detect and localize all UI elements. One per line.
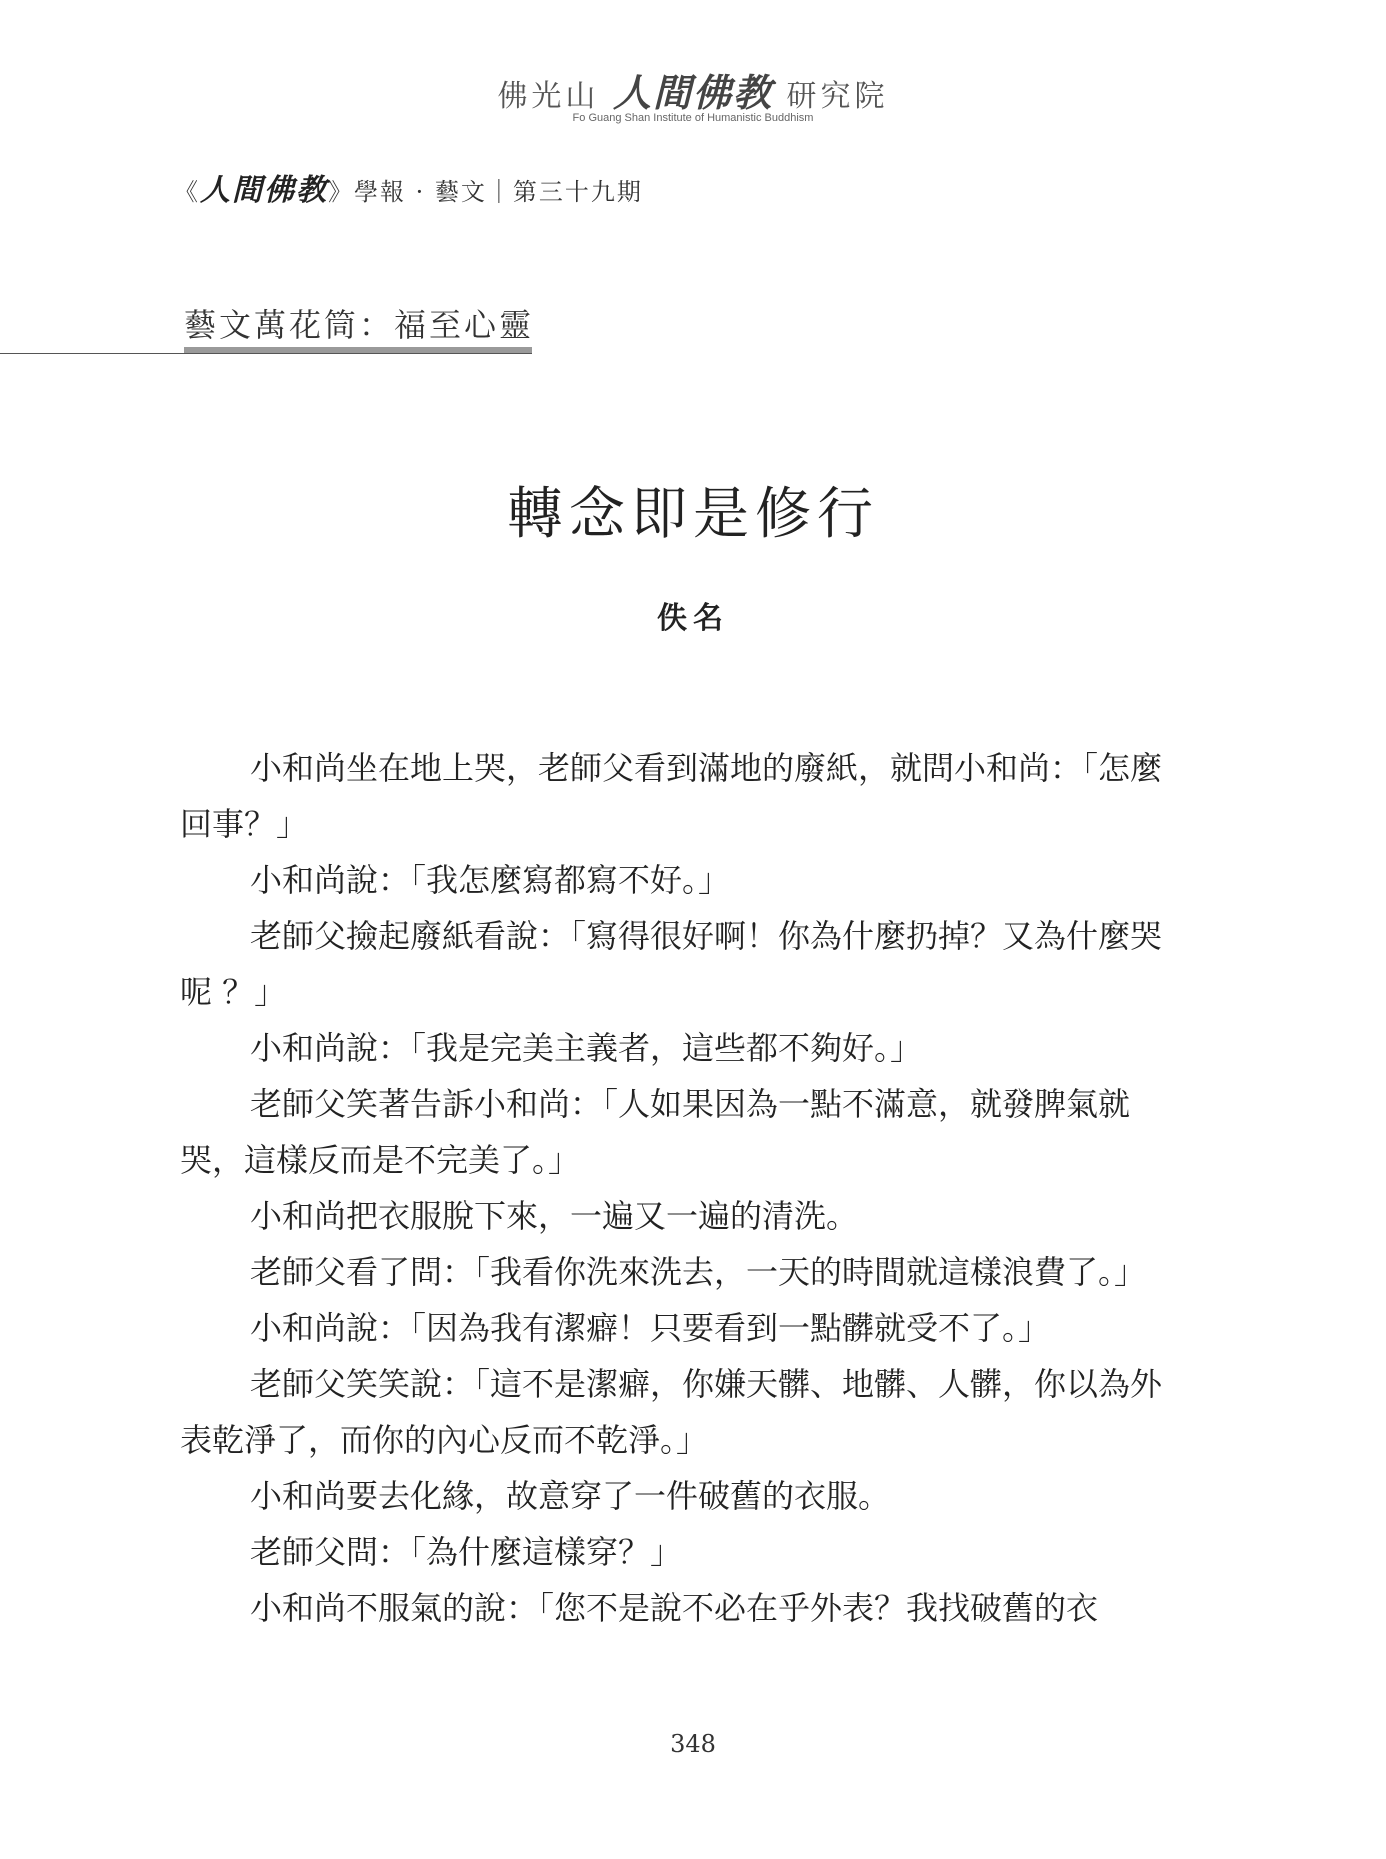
article-author: 佚名 [657, 601, 729, 636]
section-underline [184, 347, 532, 353]
article-body [180, 740, 1180, 1636]
institute-english-name: Fo Guang Shan Institute of Humanistic Buddhism [572, 112, 814, 124]
paragraph: 小和尚要去化緣，故意穿了一件破舊的衣服。 [250, 1477, 891, 1515]
paragraph: 老師父看了問：「我看你洗來洗去，一天的時間就這樣浪費了。」 [250, 1253, 1147, 1291]
paragraph: 小和尚說：「因為我有潔癖！只要看到一點髒就受不了。」 [250, 1309, 1051, 1347]
paragraph: 小和尚把衣服脫下來，一遍又一遍的清洗。 [250, 1197, 859, 1235]
institute-brand-logo: 人間佛教 [612, 70, 773, 115]
section-title: 藝文萬花筒：福至心靈 [184, 306, 535, 344]
paragraph: 小和尚坐在地上哭，老師父看到滿地的廢紙，就問小和尚：「怎麼回事？」 [180, 749, 1163, 843]
paragraph: 小和尚說：「我是完美主義者，這些都不夠好。」 [250, 1029, 923, 1067]
section-rule [0, 353, 532, 354]
institute-suffix: 研究院 [786, 79, 889, 114]
paragraph: 老師父撿起廢紙看說：「寫得很好啊！你為什麼扔掉？又為什麼哭呢 ？」 [180, 917, 1163, 1011]
page-number: 348 [670, 1730, 716, 1758]
institute-title [0, 62, 1386, 117]
paragraph: 老師父問：「為什麼這樣穿？」 [250, 1533, 683, 1571]
institute-prefix: 佛光山 [497, 79, 600, 114]
journal-open-bracket: 《 [174, 178, 200, 206]
journal-brand-logo: 人間佛教 [200, 173, 328, 208]
journal-header [174, 165, 643, 209]
paragraph: 小和尚說：「我怎麼寫都寫不好。」 [250, 861, 731, 899]
paragraph: 老師父笑著告訴小和尚：「人如果因為一點不滿意，就發脾氣就哭，這樣反而是不完美了。」 [180, 1085, 1131, 1179]
paragraph: 老師父笑笑說：「這不是潔癖，你嫌天髒、地髒、人髒，你以為外表乾淨了，而你的內心反而不乾淨。」 [180, 1365, 1163, 1459]
article-title: 轉念即是修行 [507, 482, 879, 547]
paragraph: 小和尚不服氣的說：「您不是說不必在乎外表？我找破舊的衣 [250, 1589, 1099, 1627]
journal-issue: 》學報 · 藝文｜第三十九期 [328, 178, 643, 206]
